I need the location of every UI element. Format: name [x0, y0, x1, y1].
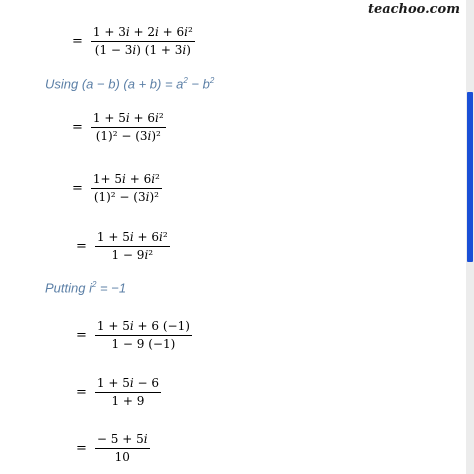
fraction-denominator: 10 — [114, 450, 130, 464]
fraction-numerator: 1 + 5𝑖 − 6 — [95, 375, 161, 393]
fraction — [95, 318, 192, 353]
fraction-denominator: 1 + 9 — [111, 394, 145, 408]
equals-sign: = — [72, 181, 83, 196]
equals-sign: = — [76, 239, 87, 254]
note-superscript: 2 — [183, 76, 188, 85]
note-text: Using (a − b) (a + b) = a — [45, 76, 184, 92]
fraction-denominator: (1)² − (3𝑖)² — [95, 129, 161, 143]
math-step-6 — [76, 375, 161, 410]
scrollbar-thumb[interactable] — [467, 92, 473, 262]
substitution-note — [45, 280, 126, 295]
vertical-scrollbar[interactable] — [466, 0, 474, 474]
fraction-numerator: 1 + 5𝑖 + 6 (−1) — [95, 318, 192, 336]
fraction-numerator: 1 + 3𝑖 + 2𝑖 + 6𝑖² — [91, 24, 195, 42]
fraction — [95, 431, 150, 466]
note-text-tail: − b — [187, 76, 210, 92]
math-step-3 — [72, 171, 162, 206]
fraction — [95, 229, 170, 264]
fraction-denominator: (1 − 3𝑖) (1 + 3𝑖) — [94, 43, 191, 57]
fraction-denominator: 1 − 9 (−1) — [111, 337, 176, 351]
fraction — [91, 171, 162, 206]
equals-sign: = — [72, 120, 83, 135]
fraction-denominator: (1)² − (3𝑖)² — [93, 190, 159, 204]
fraction-numerator: 1 + 5𝑖 + 6𝑖² — [95, 229, 170, 247]
teachoo-logo: teachoo.com — [367, 2, 460, 17]
note-text: Putting i — [45, 280, 92, 296]
fraction-numerator: 1 + 5𝑖 + 6𝑖² — [91, 110, 166, 128]
identity-note — [45, 76, 214, 91]
fraction — [91, 110, 166, 145]
note-superscript: 2 — [91, 280, 97, 289]
equals-sign: = — [76, 328, 87, 343]
fraction — [91, 24, 195, 59]
math-step-5 — [76, 318, 192, 353]
fraction-numerator: 1+ 5𝑖 + 6𝑖² — [91, 171, 162, 189]
math-step-7 — [76, 431, 150, 466]
note-superscript: 2 — [209, 76, 215, 85]
fraction — [95, 375, 161, 410]
math-step-1 — [72, 24, 195, 59]
equals-sign: = — [72, 34, 83, 49]
fraction-denominator: 1 − 9𝑖² — [111, 248, 154, 262]
equals-sign: = — [76, 441, 87, 456]
fraction-numerator: − 5 + 5𝑖 — [95, 431, 150, 449]
equals-sign: = — [76, 385, 87, 400]
math-step-2 — [72, 110, 166, 145]
note-text-tail: = −1 — [96, 280, 127, 296]
math-step-4 — [76, 229, 170, 264]
